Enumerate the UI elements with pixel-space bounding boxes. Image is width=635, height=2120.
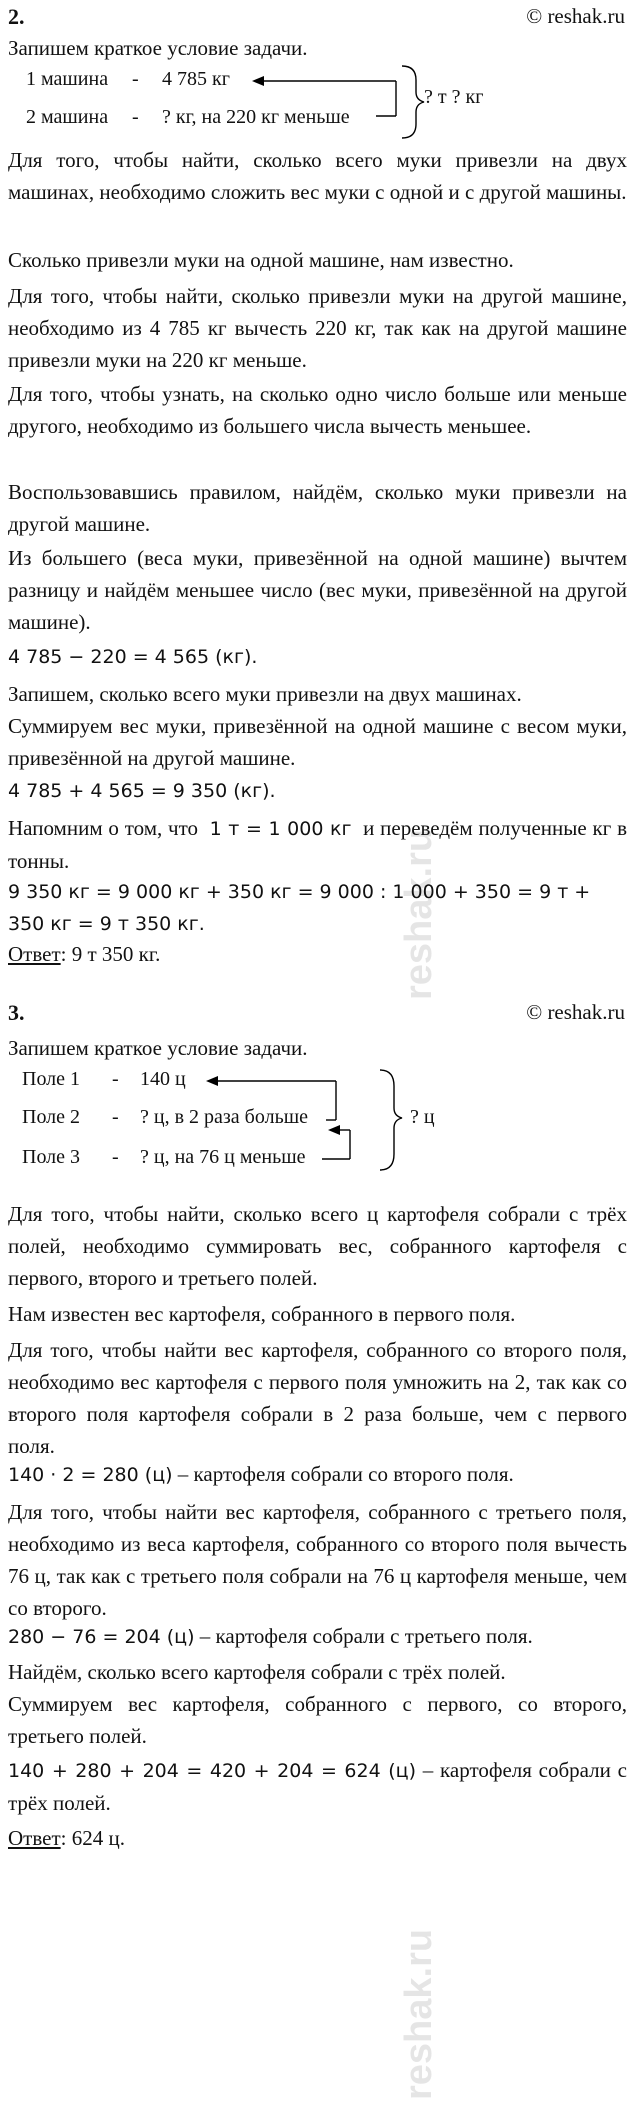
task3-paragraph: Для того, чтобы найти, сколько всего ц картофеля собрали с трёх полей, необходимо суммировать вес, собранного картофеля с первого, второго и третьего полей.: [8, 1202, 627, 1290]
task3-paragraph: Для того, чтобы найти вес картофеля, собранного со второго поля, необходимо вес картофеля с первого поля умножить на 2, так как со второго поля картофеля собрали в 2 раза больше, чем с первого поля.: [8, 1338, 627, 1458]
task2-header: [8, 4, 625, 32]
condition-label: Поле 1: [22, 1068, 81, 1090]
task2-paragraph: Суммируем вес муки, привезённой на одной машине с весом муки, привезённой на другой машине.: [8, 714, 627, 770]
task2-paragraph: Запишем, сколько всего муки привезли на двух машинах.: [8, 682, 522, 706]
question-mark: ? ц: [410, 1106, 435, 1128]
answer-value: : 9 т 350 кг.: [60, 942, 161, 966]
task3-intro: Запишем краткое условие задачи.: [8, 1036, 308, 1060]
condition-dash: -: [132, 106, 139, 128]
task3-header: [8, 1000, 625, 1028]
condition-value: 4 785 кг: [162, 68, 230, 90]
condition-label: Поле 2: [22, 1106, 81, 1128]
condition-diagram: [0, 64, 635, 144]
task2-paragraph: Из большего (веса муки, привезённой на одной машине) вычтем разницу и найдём меньшее число (вес муки, привезённой на другой машине).: [8, 546, 627, 634]
answer-label: Ответ: [8, 1826, 61, 1850]
equation-text: – картофеля собрали со второго поля.: [172, 1462, 514, 1486]
condition-label: 1 машина: [26, 68, 109, 90]
condition-label: Поле 3: [22, 1146, 81, 1168]
task2-paragraph: Сколько привезли муки на одной машине, нам известно.: [8, 248, 514, 272]
equation-text: – картофеля собрали с третьего поля.: [194, 1624, 533, 1648]
task2-condition: [0, 64, 635, 144]
condition-dash: -: [112, 1146, 119, 1168]
note-math: 1 т = 1 000 кг: [209, 818, 352, 840]
task2-note: [8, 812, 627, 877]
condition-value: ? ц, на 76 ц меньше: [140, 1146, 306, 1168]
task3-equation: [8, 1624, 533, 1649]
copyright: © reshak.ru: [526, 1000, 625, 1024]
condition-diagram: [0, 1066, 635, 1176]
task3-paragraph: Найдём, сколько всего картофеля собрали с трёх полей.: [8, 1660, 506, 1684]
task2-paragraph: Для того, чтобы узнать, на сколько одно число больше или меньше другого, необходимо из большего числа вычесть меньшее.: [8, 382, 627, 438]
copyright: © reshak.ru: [526, 4, 625, 28]
equation-math: 280 − 76 = 204 (ц): [8, 1626, 195, 1648]
condition-dash: -: [132, 68, 139, 90]
condition-value: ? кг, на 220 кг меньше: [162, 106, 350, 128]
watermark: reshak.ru: [398, 828, 440, 1000]
condition-dash: -: [112, 1068, 119, 1090]
equation-math: 140 + 280 + 204 = 420 + 204 = 624 (ц): [8, 1760, 416, 1782]
task2-intro: Запишем краткое условие задачи.: [8, 36, 308, 60]
task3-paragraph: Суммируем вес картофеля, собранного с первого, со второго, третьего полей.: [8, 1692, 627, 1748]
task2-paragraph: Для того, чтобы найти, сколько всего муки привезли на двух машинах, необходимо сложить вес муки с одной и с другой машины.: [8, 148, 627, 204]
task3-paragraph: Нам известен вес картофеля, собранного в первого поля.: [8, 1302, 516, 1326]
task3-paragraph: Для того, чтобы найти вес картофеля, собранного с третьего поля, необходимо из веса картофеля, собранного со второго поля вычесть 76 ц, так как с третьего поля собрали на 76 ц картофеля меньше, чем со второго.: [8, 1500, 627, 1620]
task2-paragraph: Воспользовавшись правилом, найдём, сколько муки привезли на другой машине.: [8, 480, 627, 536]
task-number: 2.: [8, 4, 25, 29]
watermark: reshak.ru: [398, 1928, 440, 2100]
task-number: 3.: [8, 1000, 25, 1025]
condition-dash: -: [112, 1106, 119, 1128]
task2-answer: [8, 942, 160, 967]
task3-equation: [8, 1754, 627, 1819]
note-text: Напомним о том, что: [8, 816, 199, 840]
answer-value: : 624 ц.: [60, 1826, 125, 1850]
equation: 4 785 − 220 = 4 565 (кг).: [8, 646, 258, 668]
equation: 9 350 кг = 9 000 кг + 350 кг = 9 000 : 1 000 + 350 = 9 т + 350 кг = 9 т 350 кг.: [8, 881, 591, 935]
condition-value: ? ц, в 2 раза больше: [140, 1106, 308, 1128]
task2-paragraph: Для того, чтобы найти, сколько привезли муки на другой машине, необходимо из 4 785 кг вычесть 220 кг, так как на другой машине привезли муки на 220 кг меньше.: [8, 284, 627, 372]
equation-math: 140 · 2 = 280 (ц): [8, 1464, 173, 1486]
question-mark: ? т ? кг: [424, 86, 484, 108]
answer-label: Ответ: [8, 942, 61, 966]
condition-label: 2 машина: [26, 106, 109, 128]
note-text: и переведём полученные кг в тонны.: [8, 816, 628, 873]
equation: 4 785 + 4 565 = 9 350 (кг).: [8, 780, 276, 802]
condition-value: 140 ц: [140, 1068, 186, 1090]
task3-answer: [8, 1826, 125, 1851]
equation-text: – картофеля собрали с трёх полей.: [8, 1758, 627, 1815]
task3-equation: [8, 1462, 514, 1487]
task3-condition: [0, 1066, 635, 1176]
